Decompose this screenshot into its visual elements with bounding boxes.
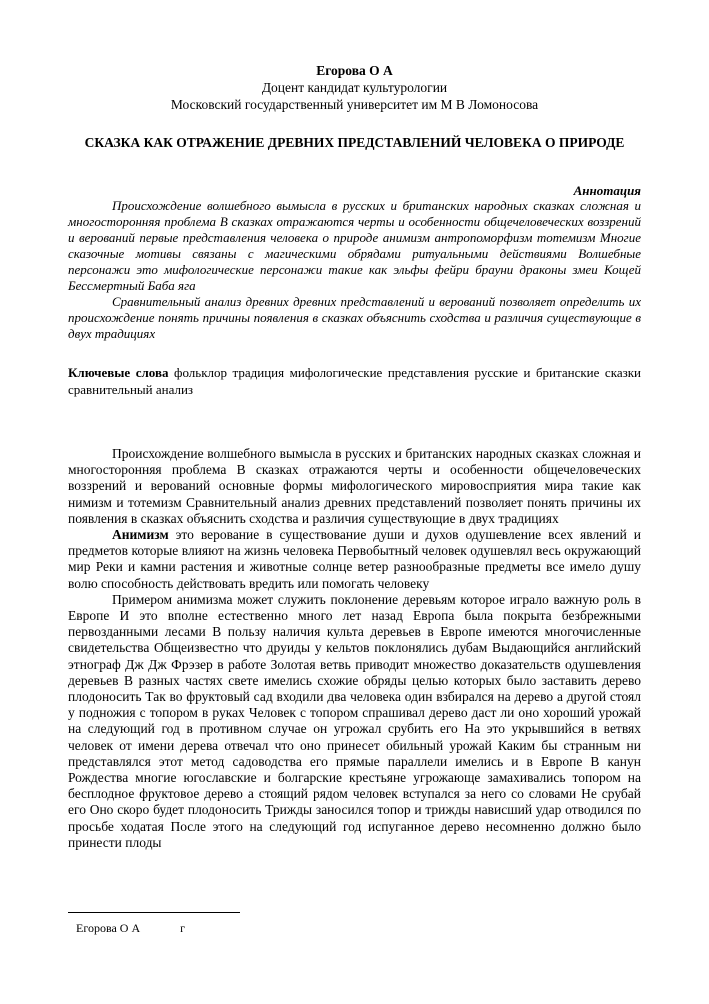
abstract-paragraph: Сравнительный анализ древних древних представлений и верований позволяет определить их происхождение понять причины появления в сказках объяснить сходства и различия существующие в двух традициях <box>68 294 641 341</box>
abstract-paragraph: Происхождение волшебного вымысла в русских и британских народных сказках сложная и многосторонняя проблема В сказках отражаются черты и особенности общечеловеческих воззрений и верований первые представления человека о природе анимизм антропоморфизм тотемизм Многие сказочные мотивы связаны с магическими обрядами ритуальными действиями Волшебные персонажи это мифологические персонажи такие как эльфы фейри брауни драконы змеи Кощей Бессмертный Баба яга <box>68 198 641 293</box>
footnote-divider <box>68 912 240 913</box>
body-paragraph: Происхождение волшебного вымысла в русских и британских народных сказках сложная и многосторонняя проблема В сказках отражаются черты и особенности общечеловеческих воззрений и верований основные формы мифологического мировосприятия мира такие как нимизм и тотемизм Сравнительный анализ древних представлений позволяет понять причины их появления в сказках объяснить сходства и различия существующие в двух традициях <box>68 446 641 526</box>
author-header <box>0 62 709 113</box>
keywords <box>68 365 641 398</box>
footnote <box>76 921 185 935</box>
footnote-year-abbr: г <box>180 921 186 935</box>
body-paragraph-text: это верование в существование души и духов одушевление всех явлений и предметов которые влияют на жизнь человека Первобытный человек одушевлял весь окружающий мир Реки и камни растения и животные солнце ветер разнообразные предметы все имело душу волю способность действовать вредить или помогать человеку <box>68 527 641 591</box>
abstract <box>68 198 641 342</box>
keywords-text: фольклор традиция мифологические представления русские и британские сказки сравнительный анализ <box>68 365 641 397</box>
abstract-heading: Аннотация <box>573 183 641 198</box>
author-name: Егорова О А <box>316 63 393 78</box>
keywords-label: Ключевые слова <box>68 365 169 380</box>
article-body <box>68 446 641 851</box>
footnote-author: Егорова О А <box>76 921 141 935</box>
term-animism: Анимизм <box>112 527 169 543</box>
body-paragraph <box>68 527 641 592</box>
body-paragraph: Примером анимизма может служить поклонение деревьям которое играло важную роль в Европе И это вполне естественно много лет назад Европа была покрыта безбрежными первозданными лесами В пользу наличия культа деревьев в Европе имеются многочисленные свидетельства Общеизвестно что друиды у кельтов поклонялись дубам Выдающийся английский этнограф Дж Дж Фрэзер в работе Золотая ветвь приводит множество доказательств одушевления деревьев В разных частях свете имелись схожие обряды целью которых было заставить дерево плодоносить Так во фруктовый сад входили два человека один взбирался на дерево а другой стоял у подножия с топором в руках Человек с топором спрашивал дерево даст ли оно хороший урожай на следующий год в противном случае он угрожал срубить его На это укрывшийся в ветвях человек от имени дерева отвечал что оно принесет обильный урожай Каким бы странным ни представлялся этот метод садоводства его прямые параллели имелись и в Европе В канун Рождества многие югославские и болгарские крестьяне угрожающе замахивались топором на бесплодное фруктовое дерево а стоящий рядом человек вступался за него со словами Не срубай его Оно скоро будет плодоносить Трижды заносился топор и трижды нависший удар отводился по просьбе ходатая После этого на следующий год испуганное дерево несомненно должно было принести плоды <box>68 591 641 850</box>
author-position: Доцент кандидат культурологии <box>261 80 448 95</box>
article-title: СКАЗКА КАК ОТРАЖЕНИЕ ДРЕВНИХ ПРЕДСТАВЛЕНИЙ ЧЕЛОВЕКА О ПРИРОДЕ <box>84 135 625 150</box>
author-affiliation: Московский государственный университет им М В Ломоносова <box>170 97 539 112</box>
